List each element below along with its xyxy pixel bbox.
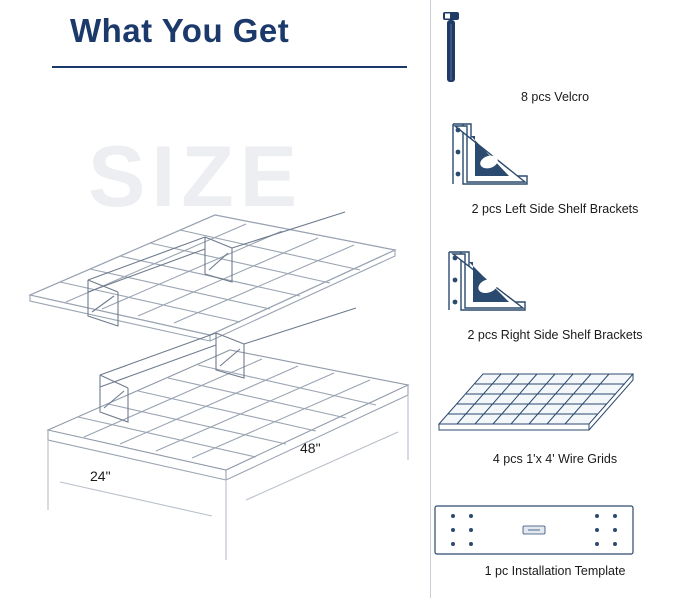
part-item-velcro xyxy=(431,8,679,104)
dimension-width-label: 24" xyxy=(90,468,111,484)
upper-shelf xyxy=(30,210,395,341)
part-item-installation-template xyxy=(431,500,679,578)
part-caption: 1 pc Installation Template xyxy=(484,564,626,578)
lower-shelf xyxy=(48,350,408,480)
installation-template-icon xyxy=(431,500,679,560)
size-watermark: SIZE xyxy=(88,129,304,225)
parts-list-panel xyxy=(431,0,679,598)
left-shelf-bracket-icon xyxy=(431,118,679,198)
part-caption: 2 pcs Left Side Shelf Brackets xyxy=(471,202,639,216)
part-item-left-bracket xyxy=(431,118,679,216)
part-item-right-bracket xyxy=(431,246,679,342)
part-item-wire-grids xyxy=(431,362,679,466)
part-caption: 2 pcs Right Side Shelf Brackets xyxy=(467,328,643,342)
dimension-length-label: 48" xyxy=(300,440,321,456)
page-title: What You Get xyxy=(70,12,290,49)
part-caption: 4 pcs 1'x 4' Wire Grids xyxy=(492,452,618,466)
wire-grid-icon xyxy=(431,362,679,448)
part-caption: 8 pcs Velcro xyxy=(520,90,590,104)
velcro-strap-icon xyxy=(431,8,679,86)
right-shelf-bracket-icon xyxy=(431,246,679,324)
shelf-assembly-drawing xyxy=(0,30,430,590)
